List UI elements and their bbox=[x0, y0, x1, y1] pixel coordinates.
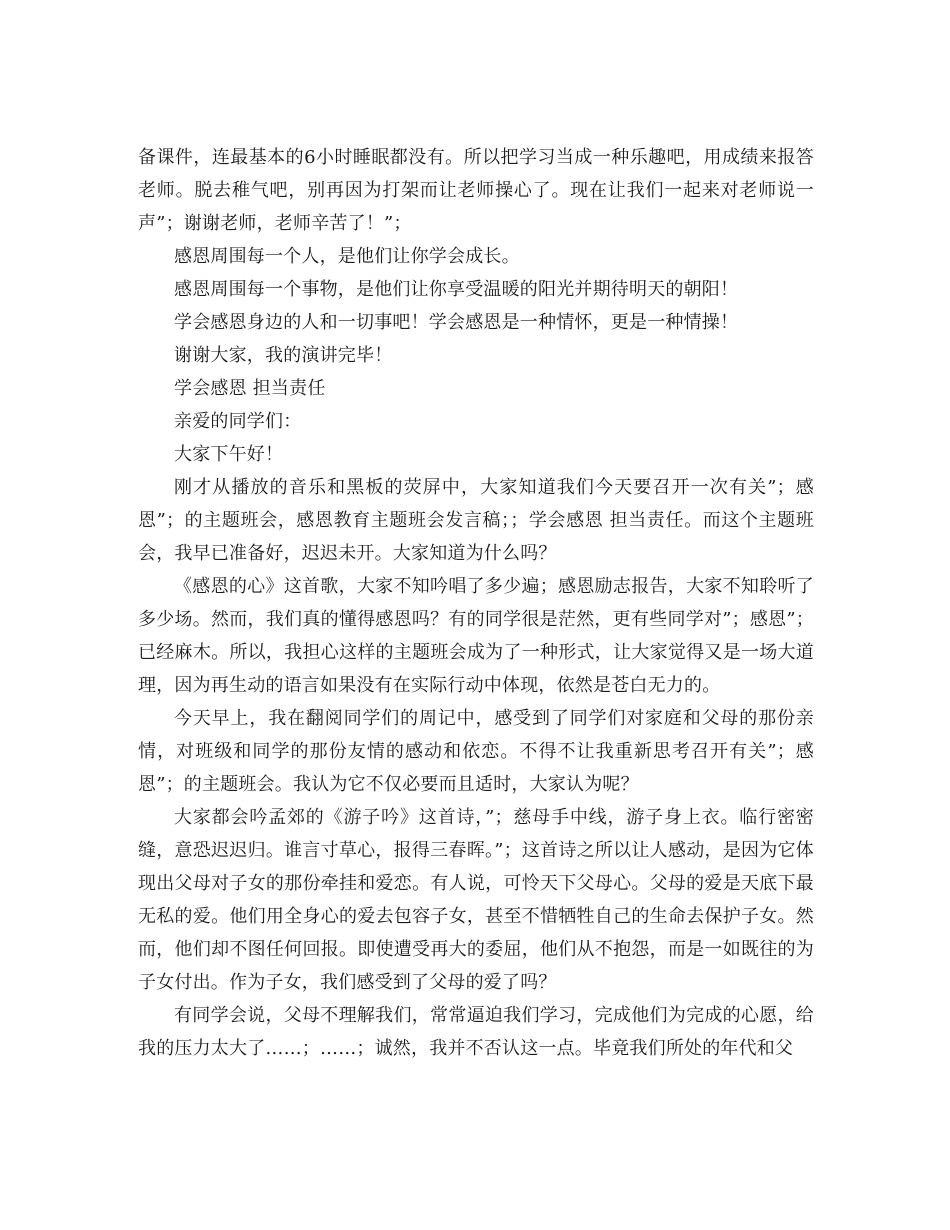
paragraph-12: 大家都会吟孟郊的《游子吟》这首诗，”；慈母手中线，游子身上衣。临行密密缝，意恐迟迟归。谁言寸草心，报得三春晖。”；这首诗之所以让人感动，是因为它体现出父母对子女的那份牵挂和爱恋。有人说，可怜天下父母心。父母的爱是天底下最无私的爱。他们用全身心的爱去包容子女，甚至不惜牺牲自己的生命去保护子女。然而，他们却不图任何回报。即使遭受再大的委屈，他们从不抱怨，而是一如既往的为子女付出。作为子女，我们感受到了父母的爱了吗？ bbox=[138, 807, 814, 993]
paragraph-9: 刚才从播放的音乐和黑板的荧屏中，大家知道我们今天要召开一次有关”；感恩”；的主题班会，感恩教育主题班会发言稿；；学会感恩 担当责任。而这个主题班会，我早已准备好，迟迟未开。大家知道为什么吗？ bbox=[138, 477, 814, 564]
document-body bbox=[138, 141, 814, 1065]
paragraph-5: 谢谢大家，我的演讲完毕！ bbox=[174, 345, 393, 366]
paragraph-10: 《感恩的心》这首歌，大家不知吟唱了多少遍；感恩励志报告，大家不知聆听了多少场。然而，我们真的懂得感恩吗？有的同学很是茫然，更有些同学对”；感恩”；已经麻木。所以，我担心这样的主题班会成为了一种形式，让大家觉得又是一场大道理，因为再生动的语言如果没有在实际行动中体现，依然是苍白无力的。 bbox=[138, 576, 814, 696]
paragraph-11: 今天早上，我在翻阅同学们的周记中，感受到了同学们对家庭和父母的那份亲情，对班级和同学的那份友情的感动和依恋。不得不让我重新思考召开有关”；感恩”；的主题班会。我认为它不仅必要而且适时，大家认为呢？ bbox=[138, 708, 814, 795]
paragraph-4: 学会感恩身边的人和一切事吧！学会感恩是一种情怀，更是一种情操！ bbox=[174, 312, 739, 333]
greeting: 大家下午好！ bbox=[174, 444, 284, 465]
salutation: 亲爱的同学们： bbox=[174, 411, 302, 432]
paragraph-2: 感恩周围每一个人，是他们让你学会成长。 bbox=[174, 246, 520, 267]
paragraph-13: 有同学会说，父母不理解我们，常常逼迫我们学习，完成他们为完成的心愿，给我的压力太大了……；……；诚然，我并不否认这一点。毕竟我们所处的年代和父 bbox=[138, 1005, 814, 1059]
section-title: 学会感恩 担当责任 bbox=[174, 378, 326, 399]
paragraph-1: 备课件，连最基本的6小时睡眠都没有。所以把学习当成一种乐趣吧，用成绩来报答老师。脱去稚气吧，别再因为打架而让老师操心了。现在让我们一起来对老师说一声”；谢谢老师，老师辛苦了！”； bbox=[138, 147, 814, 234]
paragraph-3: 感恩周围每一个事物，是他们让你享受温暖的阳光并期待明天的朝阳！ bbox=[174, 279, 739, 300]
